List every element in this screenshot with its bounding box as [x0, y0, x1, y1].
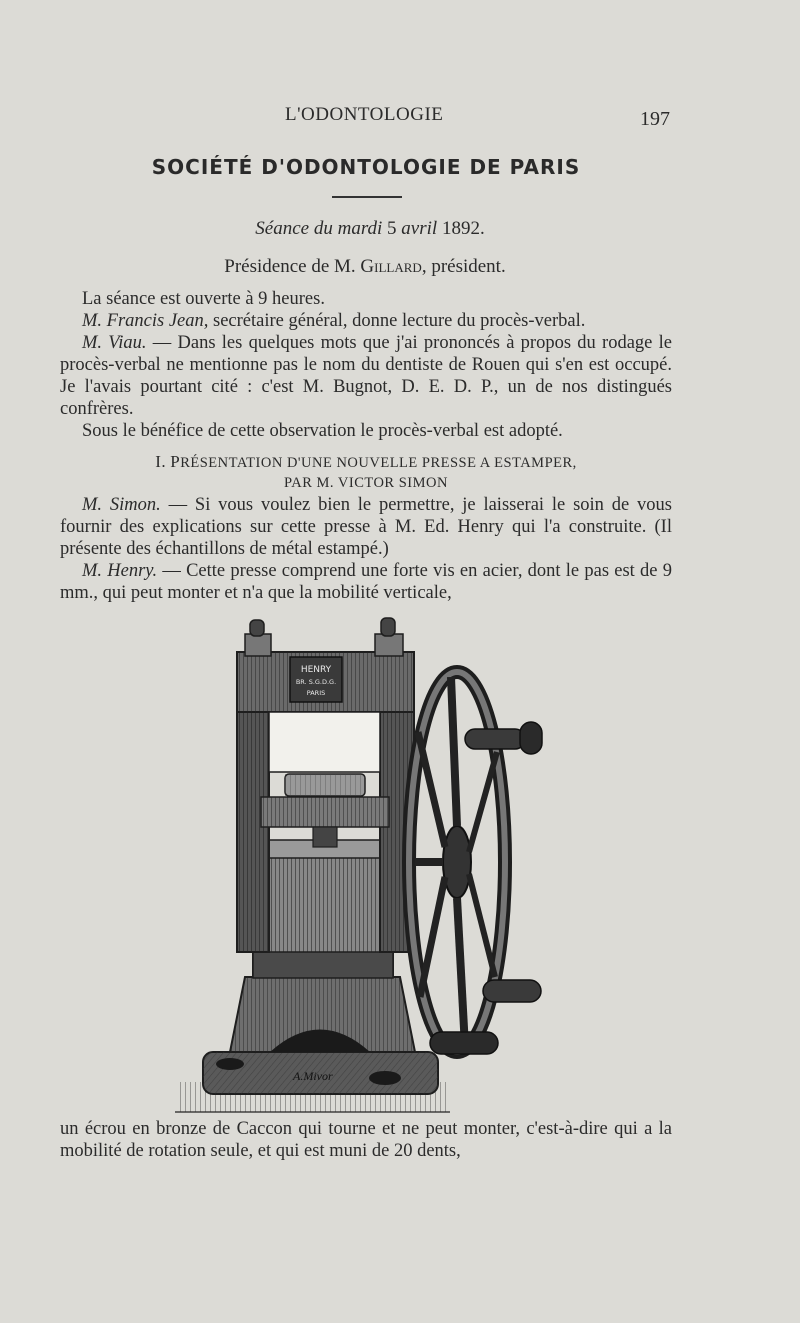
- paragraph-text: secrétaire général, donne lecture du procès-verbal.: [208, 311, 586, 331]
- paragraph: [60, 420, 672, 442]
- plate-maker: HENRY: [300, 665, 332, 675]
- paragraph: un écrou en bronze de Caccon qui tourne et ne peut monter, c'est-à-dire qui a la mobilité de rotation seule, et qui est muni de 20 dents,: [60, 1119, 672, 1161]
- date-prefix: Séance du mardi: [255, 218, 383, 239]
- paragraph-text: La séance est ouverte à 9 heures.: [82, 289, 325, 309]
- discussion-block: [60, 494, 672, 604]
- press-lower-block: [253, 840, 393, 978]
- section-initial: P: [170, 452, 181, 471]
- section-title-line1: [60, 452, 672, 473]
- speaker-name: M. Francis Jean,: [82, 311, 209, 331]
- presidence-line: [0, 256, 730, 278]
- presidence-prefix: Présidence de M.: [224, 256, 356, 277]
- date-month: avril: [401, 218, 438, 239]
- paragraph-text: — Cette presse comprend une forte vis en acier, dont le pas est de 9 mm., qui peut monter et n'a que la mobilité verticale,: [60, 561, 672, 603]
- running-head: [0, 104, 800, 130]
- president-name: Gillard: [360, 256, 422, 277]
- title-rule: [332, 196, 402, 198]
- press-platens: [261, 774, 389, 847]
- section-title: [60, 452, 672, 493]
- engraver-signature: A.Mivor: [293, 1069, 333, 1083]
- minutes-block: [60, 288, 672, 442]
- continuation-block: [60, 1118, 672, 1162]
- section-title-line2: PAR M. VICTOR SIMON: [284, 475, 448, 491]
- section-number: I.: [155, 452, 167, 471]
- plate-city: PARIS: [306, 689, 326, 697]
- speaker-name: M. Henry.: [82, 561, 158, 581]
- paragraph-text: Sous le bénéfice de cette observation le procès-verbal est adopté.: [82, 421, 563, 441]
- section-title-text: RÉSENTATION D'UNE NOUVELLE PRESSE A ESTAMPER,: [180, 455, 577, 471]
- date-year: 1892.: [441, 218, 485, 239]
- paragraph: [60, 310, 672, 332]
- press-engraving: [175, 612, 555, 1117]
- society-title: SOCIÉTÉ D'ODONTOLOGIE DE PARIS: [151, 155, 581, 179]
- paragraph-text: — Dans les quelques mots que j'ai prononcés à propos du rodage le procès-verbal ne mentionne pas le nom du dentiste de Rouen qui s'en est occupé. Je l'avais pourtant cité : c'est M. Bugnot, D. E. D. P., un de nos distingués confrères.: [60, 333, 673, 419]
- meeting-date: [0, 218, 740, 240]
- paragraph: [60, 560, 672, 604]
- frame-opening: [269, 712, 380, 772]
- paragraph: [60, 288, 672, 310]
- paragraph: [60, 494, 672, 560]
- plate-patent: BR. S.G.D.G.: [295, 678, 337, 686]
- speaker-name: M. Viau.: [82, 333, 147, 353]
- paragraph: [60, 332, 672, 420]
- presidence-suffix: , président.: [421, 256, 506, 277]
- speaker-name: M. Simon.: [82, 495, 161, 515]
- page-number: 197: [640, 108, 670, 130]
- running-title: L'ODONTOLOGIE: [285, 104, 444, 125]
- date-day: 5: [387, 218, 397, 239]
- paragraph-text: — Si vous voulez bien le permettre, je laisserai le soin de vous fournir des explications sur cette presse à M. Ed. Henry qui l'a construite. (Il présente des échantillons de métal estampé.): [60, 495, 672, 559]
